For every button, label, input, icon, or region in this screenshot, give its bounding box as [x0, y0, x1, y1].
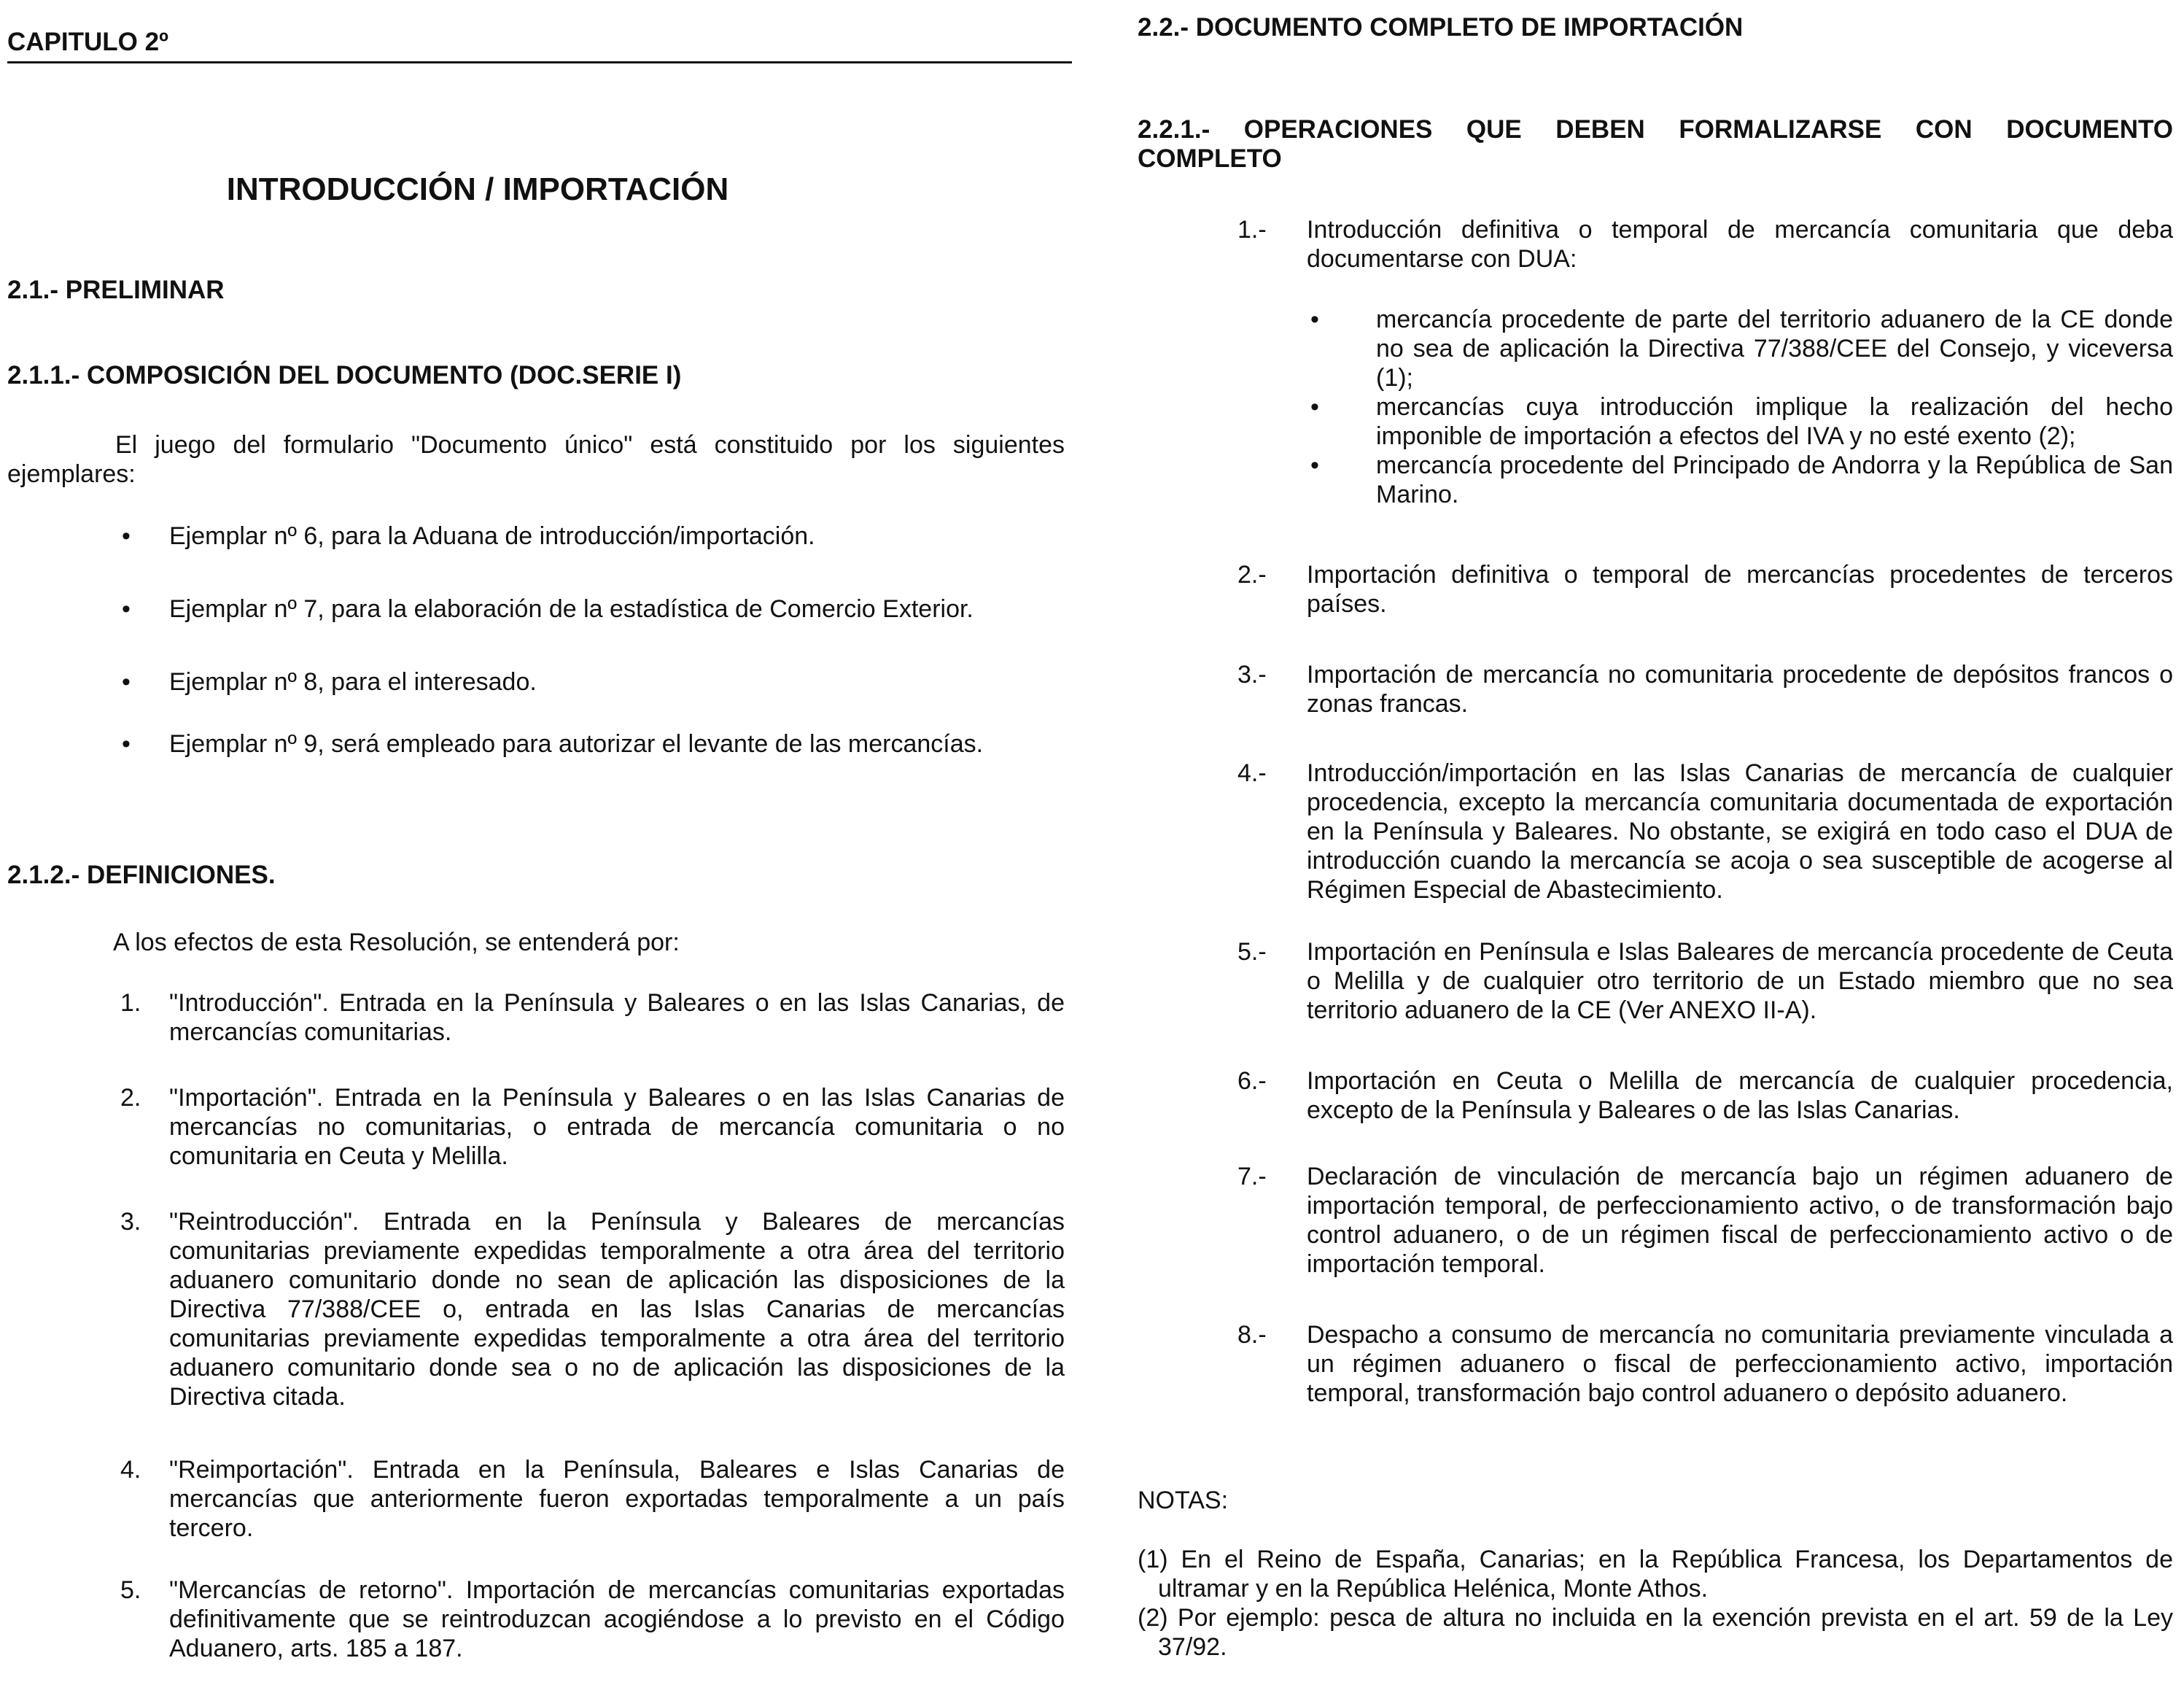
definition-text: "Introducción". Entrada en la Península y Baleares o en las Islas Canarias, de mercancías comunitarias.: [169, 989, 1065, 1046]
ejemplar-text: Ejemplar nº 7, para la elaboración de la estadística de Comercio Exterior.: [169, 595, 974, 623]
item-number: 1.: [120, 989, 141, 1017]
definition-text: "Reimportación". Entrada en la Península, Baleares e Islas Canarias de mercancías que anteriormente fueron exportadas temporalmente a un país tercero.: [169, 1456, 1065, 1542]
sub-item-text: mercancía procedente del Principado de Andorra y la República de San Marino.: [1376, 452, 2173, 508]
list-item: [113, 1455, 1065, 1543]
item-number: 7.-: [1237, 1163, 1267, 1190]
list-item: [1237, 1162, 2173, 1279]
paragraph-intro-ejemplares: El juego del formulario "Documento único" está constituido por los siguientes ejemplares:: [7, 431, 1065, 488]
sub-item-text: mercancías cuya introducción implique la realización del hecho imponible de importación a efectos del IVA y no esté exento (2);: [1376, 393, 2173, 450]
list-item: [120, 729, 1065, 759]
ejemplar-text: Ejemplar nº 8, para el interesado.: [169, 668, 537, 696]
list-item: [1237, 1066, 2173, 1125]
bullet-icon: •: [122, 595, 131, 623]
notes-label: NOTAS:: [1138, 1487, 1229, 1514]
definition-text: "Mercancías de retorno". Importación de mercancías comunitarias exportadas definitivamente que se reintroduzcan acogiéndose a lo previsto en el Código Aduanero, arts. 185 a 187.: [169, 1576, 1065, 1662]
definition-text: "Importación". Entrada en la Península y Baleares o en las Islas Canarias de mercancías no comunitarias, o entrada de mercancía comunitaria o no comunitaria en Ceuta y Melilla.: [169, 1084, 1065, 1170]
item-number: 5.: [120, 1576, 141, 1604]
operation-text: Importación en Península e Islas Baleares de mercancía procedente de Ceuta o Melilla y de cualquier otro territorio de un Estado miembro que no sea territorio aduanero de la CE (Ver ANEXO II-A).: [1307, 938, 2173, 1024]
operation-text: Importación definitiva o temporal de mercancías procedentes de terceros países.: [1307, 561, 2173, 618]
operation-text: Introducción definitiva o temporal de mercancía comunitaria que deba documentarse con DUA:: [1307, 216, 2173, 273]
operation-text: Importación en Ceuta o Melilla de mercancía de cualquier procedencia, excepto de la Península y Baleares o de las Islas Canarias.: [1307, 1067, 2173, 1124]
bullet-icon: •: [122, 522, 131, 550]
paragraph-intro-definiciones: A los efectos de esta Resolución, se entenderá por:: [113, 929, 680, 956]
list-item: [1237, 1320, 2173, 1408]
operation-text: Introducción/importación en las Islas Canarias de mercancía de cualquier procedencia, excepto la mercancía comunitaria documentada de exportación en la Península y Baleares. No obstante, se exigirá en todo caso el DUA de introducción cuando la mercancía se acoja o sea susceptible de acogerse al Régimen Especial de Abastecimiento.: [1307, 759, 2173, 904]
bullet-icon: •: [1310, 452, 1319, 479]
section-heading-2-2-1: 2.2.1.- OPERACIONES QUE DEBEN FORMALIZARSE CON DOCUMENTO COMPLETO: [1138, 115, 2173, 173]
bullet-icon: •: [122, 668, 131, 696]
bullet-icon: •: [1310, 306, 1319, 333]
list-item: [1237, 937, 2173, 1025]
item-number: 5.-: [1237, 938, 1267, 966]
list-item: [1307, 451, 2173, 509]
item-number: 4.: [120, 1456, 141, 1484]
note-item: (1) En el Reino de España, Canarias; en la República Francesa, los Departamentos de ultramar y en la República Helénica, Monte Athos.: [1138, 1546, 2173, 1603]
note-item: (2) Por ejemplo: pesca de altura no incluida en la exención prevista en el art. 59 de la Ley 37/92.: [1138, 1604, 2173, 1661]
notes-list: [1138, 1545, 2173, 1662]
item-number: 2.-: [1237, 561, 1267, 589]
operation-text: Despacho a consumo de mercancía no comunitaria previamente vinculada a un régimen aduanero o fiscal de perfeccionamiento activo, importación temporal, transformación bajo control aduanero o depósito aduanero.: [1307, 1321, 2173, 1407]
operation-text: Importación de mercancía no comunitaria procedente de depósitos francos o zonas francas.: [1307, 661, 2173, 718]
definition-text: "Reintroducción". Entrada en la Península y Baleares de mercancías comunitarias previamente expedidas temporalmente a otra área del territorio aduanero comunitario donde no sean de aplicación las disposiciones de la Directiva 77/388/CEE o, entrada en las Islas Canarias de mercancías comunitarias previamente expedidas temporalmente a otra área del territorio aduanero comunitario donde sea o no de aplicación las disposiciones de la Directiva citada.: [169, 1208, 1065, 1411]
item-number: 1.-: [1237, 216, 1267, 244]
list-item: [113, 1083, 1065, 1171]
list-item: [120, 522, 1065, 551]
list-item: [1237, 560, 2173, 619]
item-number: 8.-: [1237, 1321, 1267, 1349]
item-number: 2.: [120, 1084, 141, 1112]
section-heading-2-1: 2.1.- PRELIMINAR: [7, 276, 225, 304]
section-heading-2-2: 2.2.- DOCUMENTO COMPLETO DE IMPORTACIÓN: [1138, 13, 1744, 42]
item-number: 3.: [120, 1208, 141, 1236]
list-item: [1237, 759, 2173, 904]
list-item: [1237, 660, 2173, 718]
list-item: [113, 1576, 1065, 1663]
item-number: 4.-: [1237, 759, 1267, 787]
list-item: [120, 594, 1065, 624]
ejemplar-text: Ejemplar nº 9, será empleado para autorizar el levante de las mercancías.: [169, 730, 984, 758]
section-heading-2-1-1: 2.1.1.- COMPOSICIÓN DEL DOCUMENTO (DOC.SERIE I): [7, 361, 682, 390]
list-item: [120, 667, 1065, 697]
item-number: 3.-: [1237, 661, 1267, 689]
list-item: [1307, 305, 2173, 392]
section-heading-2-1-2: 2.1.2.- DEFINICIONES.: [7, 861, 276, 889]
list-item: [113, 988, 1065, 1047]
page-title: INTRODUCCIÓN / IMPORTACIÓN: [226, 171, 729, 207]
item-number: 6.-: [1237, 1067, 1267, 1095]
operation-text: Declaración de vinculación de mercancía bajo un régimen aduanero de importación temporal, de perfeccionamiento activo, o de transformación bajo control aduanero, o de un régimen fiscal de perfeccionamiento activo o de importación temporal.: [1307, 1163, 2173, 1278]
list-item: [113, 1207, 1065, 1411]
ejemplar-text: Ejemplar nº 6, para la Aduana de introducción/importación.: [169, 522, 815, 550]
bullet-icon: •: [1310, 393, 1319, 421]
bullet-icon: •: [122, 730, 131, 758]
chapter-heading: CAPITULO 2º: [7, 28, 1072, 63]
sub-item-text: mercancía procedente de parte del territorio aduanero de la CE donde no sea de aplicación la Directiva 77/388/CEE del Consejo, y viceversa (1);: [1376, 306, 2173, 392]
list-item: [1237, 215, 2173, 274]
list-item: [1307, 392, 2173, 451]
